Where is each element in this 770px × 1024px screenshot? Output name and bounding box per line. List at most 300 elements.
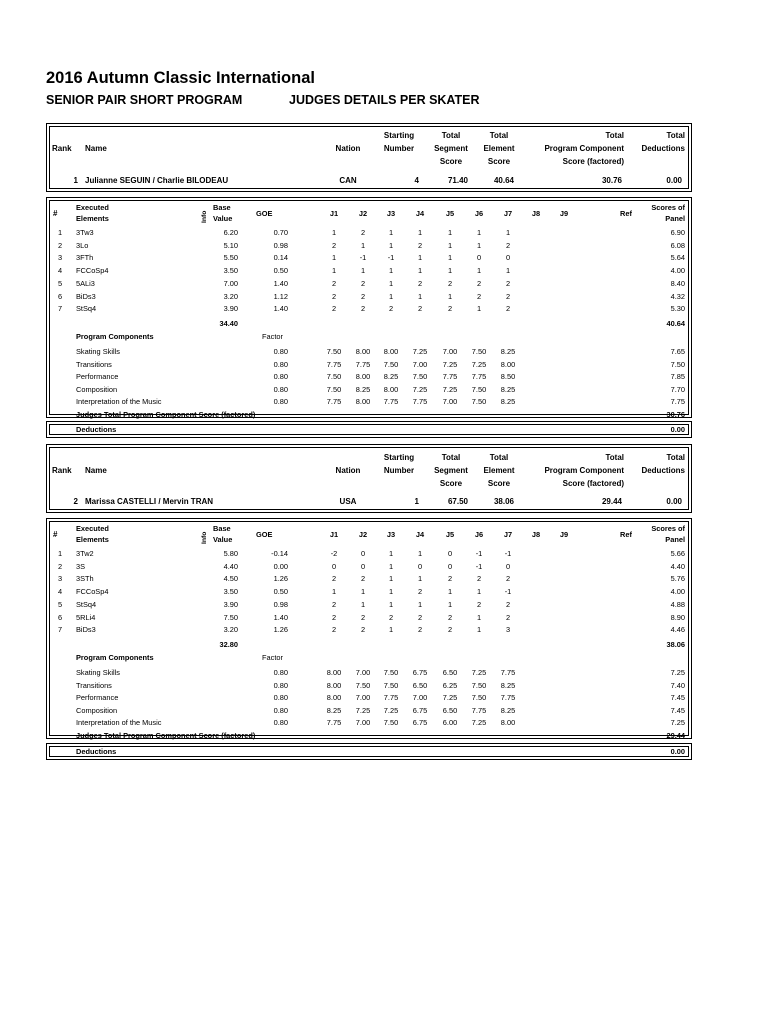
nation-header: Nation <box>335 144 361 153</box>
score-header: Score <box>439 479 463 488</box>
component-factor: 0.80 <box>273 372 288 382</box>
element-score-total: 40.64 <box>666 318 685 328</box>
info-header: Info <box>201 531 208 544</box>
element-goe: 0.98 <box>273 599 288 609</box>
judge-mark: 2 <box>417 612 423 622</box>
element-number: 7 <box>58 304 63 314</box>
judge-mark: 2 <box>505 291 511 301</box>
judge-component-mark: 8.00 <box>500 359 516 369</box>
element-number: 2 <box>58 561 63 571</box>
element-goe: 0.50 <box>273 266 288 276</box>
judge-mark: 2 <box>417 625 423 635</box>
component-panel-score: 7.25 <box>670 718 685 728</box>
component-name: Skating Skills <box>76 667 120 677</box>
hash-header: # <box>53 530 58 539</box>
base-value-total: 34.40 <box>219 318 238 328</box>
judge-component-mark: 7.00 <box>355 693 371 703</box>
judge-component-mark: 7.50 <box>471 397 487 407</box>
judge-mark: -1 <box>504 587 512 597</box>
base-header: Base <box>213 203 231 212</box>
judge-component-mark: 7.75 <box>383 693 399 703</box>
judge-mark: 1 <box>447 253 453 263</box>
element-number: 2 <box>58 240 63 250</box>
element-name: 3FTh <box>76 253 94 263</box>
judge-component-mark: 7.75 <box>326 718 342 728</box>
judge-mark: 2 <box>360 304 366 314</box>
judge-header: J2 <box>358 209 368 218</box>
judge-component-mark: 7.00 <box>355 718 371 728</box>
element-base-value: 3.50 <box>223 266 238 276</box>
component-factor: 0.80 <box>273 693 288 703</box>
number-header: Number <box>383 466 415 475</box>
judge-component-mark: 7.50 <box>471 680 487 690</box>
component-panel-score: 7.65 <box>670 346 685 356</box>
judge-mark: 1 <box>388 561 394 571</box>
judge-mark: 1 <box>388 291 394 301</box>
program-component-header: Program Component <box>544 144 624 153</box>
judge-mark: 2 <box>505 574 511 584</box>
event-title: 2016 Autumn Classic International <box>46 69 315 87</box>
program-components-header: Program Components <box>76 331 154 341</box>
judge-mark: 1 <box>417 266 423 276</box>
element-panel-score: 6.90 <box>670 228 685 237</box>
judge-component-mark: 7.25 <box>471 718 487 728</box>
elements-header: Elements <box>76 535 109 544</box>
judge-mark: 2 <box>331 599 337 609</box>
nation-header: Nation <box>335 466 361 475</box>
element-name: FCCoSp4 <box>76 587 109 597</box>
total-deductions: 0.00 <box>666 497 682 506</box>
judge-mark: -1 <box>475 561 483 571</box>
component-panel-score: 7.25 <box>670 667 685 677</box>
judge-component-mark: 6.00 <box>442 718 458 728</box>
element-header: Element <box>483 144 515 153</box>
panel-header: Panel <box>665 214 685 223</box>
skater-rank: 1 <box>73 176 78 185</box>
element-score-total: 38.06 <box>666 639 685 649</box>
executed-header: Executed <box>76 524 109 533</box>
value-header: Value <box>213 214 233 223</box>
judge-mark: 1 <box>476 587 482 597</box>
total-pcs: 30.76 <box>601 176 622 185</box>
element-base-value: 3.20 <box>223 291 238 301</box>
judge-component-mark: 7.25 <box>442 359 458 369</box>
judge-component-mark: 8.00 <box>355 397 371 407</box>
judge-component-mark: 7.50 <box>383 718 399 728</box>
judges-total-pcs: 30.76 <box>666 409 685 419</box>
judge-mark: 0 <box>331 561 337 571</box>
judge-component-mark: 7.00 <box>355 667 371 677</box>
judge-component-mark: 7.50 <box>471 693 487 703</box>
element-base-value: 4.40 <box>223 561 238 571</box>
component-factor: 0.80 <box>273 384 288 394</box>
component-name: Performance <box>76 693 119 703</box>
element-number: 5 <box>58 278 63 288</box>
judge-component-mark: 7.25 <box>412 346 428 356</box>
judge-component-mark: 8.50 <box>500 372 516 382</box>
element-number: 1 <box>58 228 63 237</box>
total-header: Total <box>666 453 685 462</box>
element-name: StSq4 <box>76 304 97 314</box>
score-factored-header: Score (factored) <box>562 479 624 488</box>
element-goe: 1.40 <box>273 278 288 288</box>
judge-mark: 2 <box>331 240 337 250</box>
judge-header: J1 <box>329 209 339 218</box>
judge-component-mark: 6.50 <box>442 667 458 677</box>
judge-mark: 2 <box>476 291 482 301</box>
component-panel-score: 7.45 <box>670 705 685 715</box>
total-element-score: 40.64 <box>493 176 514 185</box>
judge-mark: 2 <box>417 278 423 288</box>
judge-mark: 2 <box>360 291 366 301</box>
judge-mark: 2 <box>417 240 423 250</box>
judge-component-mark: 8.25 <box>326 705 342 715</box>
judge-mark: 1 <box>388 240 394 250</box>
judge-component-mark: 7.25 <box>383 705 399 715</box>
hash-header: # <box>53 209 58 218</box>
element-name: 3Lo <box>76 240 89 250</box>
judge-mark: 1 <box>417 549 423 558</box>
judge-mark: 2 <box>447 304 453 314</box>
ref-header: Ref <box>620 209 632 218</box>
judge-mark: 2 <box>360 228 366 237</box>
judge-header: J3 <box>386 530 396 539</box>
judge-component-mark: 6.75 <box>412 667 428 677</box>
judge-mark: 1 <box>505 228 511 237</box>
base-header: Base <box>213 524 231 533</box>
judge-component-mark: 8.25 <box>383 372 399 382</box>
element-name: 3S <box>76 561 86 571</box>
judge-component-mark: 7.00 <box>442 397 458 407</box>
judge-component-mark: 7.50 <box>412 372 428 382</box>
skater-nation: CAN <box>339 176 357 185</box>
total-header: Total <box>605 131 624 140</box>
name-header: Name <box>85 144 107 153</box>
total-segment-score: 67.50 <box>447 497 468 506</box>
scores-of-header: Scores of <box>651 524 685 533</box>
judge-component-mark: 6.75 <box>412 705 428 715</box>
deductions-header: Deductions <box>641 466 685 475</box>
judge-mark: 1 <box>331 587 337 597</box>
judge-mark: -2 <box>330 549 338 558</box>
info-header: Info <box>201 210 208 223</box>
judge-mark: 2 <box>505 304 511 314</box>
judge-mark: 3 <box>505 625 511 635</box>
judge-mark: 0 <box>505 253 511 263</box>
element-base-value: 5.10 <box>223 240 238 250</box>
panel-header: Panel <box>665 535 685 544</box>
judge-mark: 2 <box>360 278 366 288</box>
rank-header: Rank <box>52 466 72 475</box>
component-panel-score: 7.50 <box>670 359 685 369</box>
judge-mark: 1 <box>476 240 482 250</box>
deductions-box <box>46 421 692 438</box>
element-base-value: 7.50 <box>223 612 238 622</box>
element-goe: 1.12 <box>273 291 288 301</box>
starting-number: 1 <box>414 497 419 506</box>
base-value-total: 32.80 <box>219 639 238 649</box>
component-name: Transitions <box>76 680 112 690</box>
score-factored-header: Score (factored) <box>562 157 624 166</box>
judge-mark: 1 <box>476 304 482 314</box>
element-panel-score: 8.40 <box>670 278 685 288</box>
total-header: Total <box>441 453 461 462</box>
name-header: Name <box>85 466 107 475</box>
judge-component-mark: 7.50 <box>471 346 487 356</box>
judge-mark: 2 <box>331 278 337 288</box>
component-name: Interpretation of the Music <box>76 397 162 407</box>
component-factor: 0.80 <box>273 705 288 715</box>
element-base-value: 7.00 <box>223 278 238 288</box>
segment-title: SENIOR PAIR SHORT PROGRAM <box>46 93 243 107</box>
starting-number: 4 <box>414 176 419 185</box>
judge-mark: 1 <box>388 625 394 635</box>
element-number: 6 <box>58 612 63 622</box>
element-goe: 0.14 <box>273 253 288 263</box>
judge-mark: 2 <box>505 612 511 622</box>
judge-component-mark: 7.75 <box>326 397 342 407</box>
judge-mark: 1 <box>388 599 394 609</box>
judge-header: J8 <box>531 530 541 539</box>
element-base-value: 3.50 <box>223 587 238 597</box>
judge-mark: 2 <box>417 587 423 597</box>
judge-mark: -1 <box>387 253 395 263</box>
element-panel-score: 4.88 <box>670 599 685 609</box>
judge-header: J1 <box>329 530 339 539</box>
total-header: Total <box>441 131 461 140</box>
judge-component-mark: 8.00 <box>355 346 371 356</box>
judge-mark: 2 <box>360 625 366 635</box>
starting-header: Starting <box>383 131 415 140</box>
total-header: Total <box>489 453 509 462</box>
element-goe: 0.70 <box>273 228 288 237</box>
element-goe: 0.98 <box>273 240 288 250</box>
judge-mark: 2 <box>447 612 453 622</box>
judge-mark: 1 <box>417 291 423 301</box>
component-name: Skating Skills <box>76 346 120 356</box>
element-number: 6 <box>58 291 63 301</box>
judge-component-mark: 6.75 <box>412 718 428 728</box>
program-components-header: Program Components <box>76 652 154 662</box>
total-segment-score: 71.40 <box>447 176 468 185</box>
element-number: 4 <box>58 587 63 597</box>
element-number: 5 <box>58 599 63 609</box>
judge-component-mark: 7.50 <box>326 346 342 356</box>
component-panel-score: 7.40 <box>670 680 685 690</box>
element-goe: 1.26 <box>273 625 288 635</box>
judge-mark: 2 <box>360 574 366 584</box>
judge-mark: 0 <box>360 549 366 558</box>
judge-component-mark: 7.25 <box>471 667 487 677</box>
judge-mark: 1 <box>388 278 394 288</box>
component-factor: 0.80 <box>273 667 288 677</box>
judge-mark: 1 <box>447 587 453 597</box>
total-deductions: 0.00 <box>666 176 682 185</box>
judge-mark: 2 <box>331 612 337 622</box>
judge-mark: 2 <box>447 574 453 584</box>
judge-mark: -1 <box>475 549 483 558</box>
component-factor: 0.80 <box>273 397 288 407</box>
factor-header: Factor <box>262 652 283 662</box>
element-name: StSq4 <box>76 599 97 609</box>
judge-mark: 2 <box>331 625 337 635</box>
deductions-label: Deductions <box>76 425 117 434</box>
element-base-value: 4.50 <box>223 574 238 584</box>
element-number: 4 <box>58 266 63 276</box>
judge-component-mark: 8.00 <box>383 346 399 356</box>
element-base-value: 3.90 <box>223 599 238 609</box>
judge-mark: 1 <box>388 228 394 237</box>
judge-component-mark: 7.50 <box>383 667 399 677</box>
judge-mark: 1 <box>447 240 453 250</box>
judge-mark: 1 <box>388 587 394 597</box>
element-name: 5ALi3 <box>76 278 95 288</box>
skater-name: Julianne SEGUIN / Charlie BILODEAU <box>85 176 229 185</box>
judge-component-mark: 7.75 <box>471 372 487 382</box>
element-base-value: 5.50 <box>223 253 238 263</box>
goe-header: GOE <box>256 530 273 539</box>
judge-header: J5 <box>445 530 455 539</box>
goe-header: GOE <box>256 209 273 218</box>
judge-mark: 2 <box>360 612 366 622</box>
score-header: Score <box>487 479 511 488</box>
judge-mark: 1 <box>388 574 394 584</box>
deductions-label: Deductions <box>76 747 117 756</box>
executed-header: Executed <box>76 203 109 212</box>
judge-header: J9 <box>559 209 569 218</box>
segment-header: Segment <box>434 466 468 475</box>
total-pcs: 29.44 <box>601 497 622 506</box>
judge-mark: 2 <box>476 599 482 609</box>
component-factor: 0.80 <box>273 346 288 356</box>
judge-mark: 1 <box>388 266 394 276</box>
judge-component-mark: 7.00 <box>412 693 428 703</box>
judge-header: J7 <box>503 209 513 218</box>
element-name: BiDs3 <box>76 291 96 301</box>
report-title: JUDGES DETAILS PER SKATER <box>289 93 480 107</box>
judge-component-mark: 7.25 <box>471 359 487 369</box>
judge-component-mark: 8.25 <box>500 705 516 715</box>
component-panel-score: 7.85 <box>670 372 685 382</box>
judges-total-label: Judges Total Program Component Score (factored) <box>76 730 256 740</box>
judge-header: J6 <box>474 209 484 218</box>
judge-header: J3 <box>386 209 396 218</box>
judge-mark: 1 <box>505 266 511 276</box>
component-name: Transitions <box>76 359 112 369</box>
judge-component-mark: 7.00 <box>442 346 458 356</box>
element-panel-score: 4.40 <box>670 561 685 571</box>
judge-header: J4 <box>415 209 425 218</box>
element-panel-score: 4.32 <box>670 291 685 301</box>
judge-mark: -1 <box>504 549 512 558</box>
component-name: Composition <box>76 384 118 394</box>
elements-header: Elements <box>76 214 109 223</box>
element-panel-score: 8.90 <box>670 612 685 622</box>
element-name: 3Tw2 <box>76 549 94 558</box>
judge-component-mark: 7.25 <box>412 384 428 394</box>
judge-mark: 2 <box>447 625 453 635</box>
judge-mark: 2 <box>476 278 482 288</box>
judge-mark: 2 <box>476 574 482 584</box>
judge-mark: 1 <box>331 266 337 276</box>
judge-mark: 1 <box>476 228 482 237</box>
judge-component-mark: 8.25 <box>500 397 516 407</box>
component-panel-score: 7.70 <box>670 384 685 394</box>
judge-header: J4 <box>415 530 425 539</box>
judge-mark: 0 <box>447 549 453 558</box>
judge-component-mark: 7.25 <box>355 705 371 715</box>
total-header: Total <box>666 131 685 140</box>
segment-header: Segment <box>434 144 468 153</box>
judge-mark: 2 <box>331 291 337 301</box>
judge-component-mark: 7.75 <box>383 397 399 407</box>
judge-component-mark: 7.50 <box>383 680 399 690</box>
judge-mark: 1 <box>447 266 453 276</box>
deductions-value: 0.00 <box>670 747 685 756</box>
judge-mark: 1 <box>447 291 453 301</box>
judge-component-mark: 6.50 <box>412 680 428 690</box>
component-name: Composition <box>76 705 118 715</box>
judge-component-mark: 8.00 <box>326 680 342 690</box>
judge-mark: 0 <box>360 561 366 571</box>
total-element-score: 38.06 <box>493 497 514 506</box>
factor-header: Factor <box>262 331 283 341</box>
judge-component-mark: 7.50 <box>326 384 342 394</box>
total-header: Total <box>489 131 509 140</box>
skater-nation: USA <box>339 497 357 506</box>
judge-mark: 1 <box>417 599 423 609</box>
judge-mark: 1 <box>331 253 337 263</box>
judge-mark: 1 <box>417 574 423 584</box>
judge-mark: 1 <box>447 599 453 609</box>
element-panel-score: 5.76 <box>670 574 685 584</box>
element-name: FCCoSp4 <box>76 266 109 276</box>
element-number: 3 <box>58 253 63 263</box>
element-base-value: 6.20 <box>223 228 238 237</box>
judge-header: J5 <box>445 209 455 218</box>
judge-mark: 2 <box>417 304 423 314</box>
component-factor: 0.80 <box>273 359 288 369</box>
judge-component-mark: 7.50 <box>383 359 399 369</box>
judge-mark: 0 <box>447 561 453 571</box>
judge-component-mark: 8.25 <box>500 384 516 394</box>
element-base-value: 5.80 <box>223 549 238 558</box>
judge-mark: 0 <box>417 561 423 571</box>
judge-component-mark: 6.25 <box>442 680 458 690</box>
judge-mark: 2 <box>331 574 337 584</box>
element-number: 3 <box>58 574 63 584</box>
component-panel-score: 7.45 <box>670 693 685 703</box>
judge-mark: 2 <box>447 278 453 288</box>
judge-mark: 1 <box>360 599 366 609</box>
judge-component-mark: 7.75 <box>326 359 342 369</box>
element-goe: 1.40 <box>273 612 288 622</box>
judge-mark: 1 <box>417 228 423 237</box>
judge-mark: 0 <box>505 561 511 571</box>
element-name: 5RLi4 <box>76 612 96 622</box>
score-header: Score <box>439 157 463 166</box>
number-header: Number <box>383 144 415 153</box>
judge-header: J2 <box>358 530 368 539</box>
component-name: Interpretation of the Music <box>76 718 162 728</box>
judge-mark: 1 <box>476 266 482 276</box>
judge-component-mark: 8.25 <box>500 680 516 690</box>
judge-mark: 1 <box>447 228 453 237</box>
total-header: Total <box>605 453 624 462</box>
judge-component-mark: 7.50 <box>326 372 342 382</box>
element-panel-score: 6.08 <box>670 240 685 250</box>
judge-mark: -1 <box>359 253 367 263</box>
